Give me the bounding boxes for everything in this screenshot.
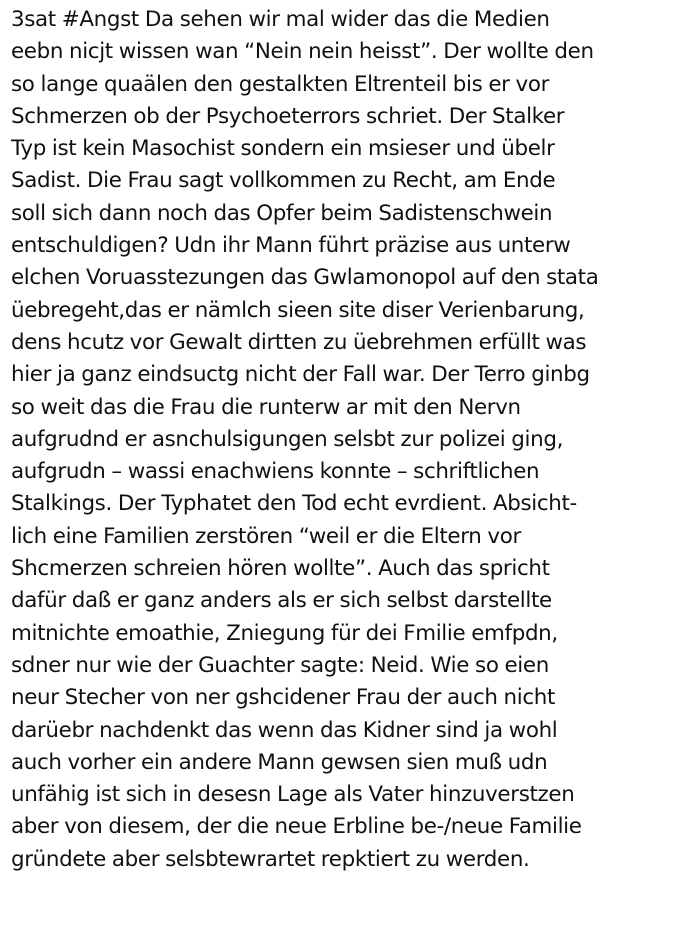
text-line: lich eine Familien zerstören “weil er die Eltern vor — [11, 523, 521, 549]
text-line: Schmerzen ob der Psychoeterrors schriet. Der Stalker — [11, 103, 565, 129]
text-line: elchen Voruasstezungen das Gwlamonopol auf den stata — [11, 265, 599, 291]
text-line: entschuldigen? Udn ihr Mann führt präzise aus unterw — [11, 233, 571, 259]
text-line: Shcmerzen schreien hören wollte”. Auch das spricht — [11, 556, 550, 582]
text-line: 3sat #Angst Da sehen wir mal wider das die Medien — [11, 7, 550, 32]
text-line: Typ ist kein Masochist sondern ein msieser und übelr — [11, 136, 555, 162]
text-line: Sadist. Die Frau sagt vollkommen zu Recht, am Ende — [11, 168, 556, 194]
text-line: so lange quaälen den gestalkten Eltrenteil bis er vor — [11, 71, 550, 97]
text-line: hier ja ganz eindsuctg nicht der Fall war. Der Terro ginbg — [11, 362, 590, 388]
text-line: üebregeht,das er nämlch sieen site diser Verienbarung, — [11, 297, 585, 323]
document-page — [11, 4, 681, 936]
text-line: dens hcutz vor Gewalt dirtten zu üebrehmen erfüllt was — [11, 329, 587, 355]
text-line: mitnichte emoathie, Zniegung für dei Fmilie emfpdn, — [11, 620, 558, 646]
text-line: auch vorher ein andere Mann gewsen sien muß udn — [11, 749, 548, 775]
text-line: so weit das die Frau die runterw ar mit den Nervn — [11, 394, 521, 420]
text-line: unfähig ist sich in desesn Lage als Vater hinzuverstzen — [11, 782, 575, 808]
text-line: dafür daß er ganz anders als er sich selbst darstellte — [11, 588, 552, 614]
text-line: gründete aber selsbtewrartet repktiert zu werden. — [11, 846, 530, 872]
text-line: sdner nur wie der Guachter sagte: Neid. Wie so eien — [11, 652, 549, 678]
text-line: aber von diesem, der die neue Erbline be-/neue Familie — [11, 814, 582, 840]
text-line: eebn nicjt wissen wan “Nein nein heisst”. Der wollte den — [11, 39, 594, 65]
text-line: aufgrudnd er asnchulsigungen selsbt zur polizei ging, — [11, 426, 564, 452]
text-line: neur Stecher von ner gshcidener Frau der auch nicht — [11, 685, 555, 711]
text-line: darüebr nachdenkt das wenn das Kidner sind ja wohl — [11, 717, 558, 743]
text-line: Stalkings. Der Typhatet den Tod echt evrdient. Absicht- — [11, 491, 577, 517]
text-line: soll sich dann noch das Opfer beim Sadistenschwein — [11, 200, 553, 226]
text-line: aufgrudn – wassi enachwiens konnte – schriftlichen — [11, 459, 540, 485]
